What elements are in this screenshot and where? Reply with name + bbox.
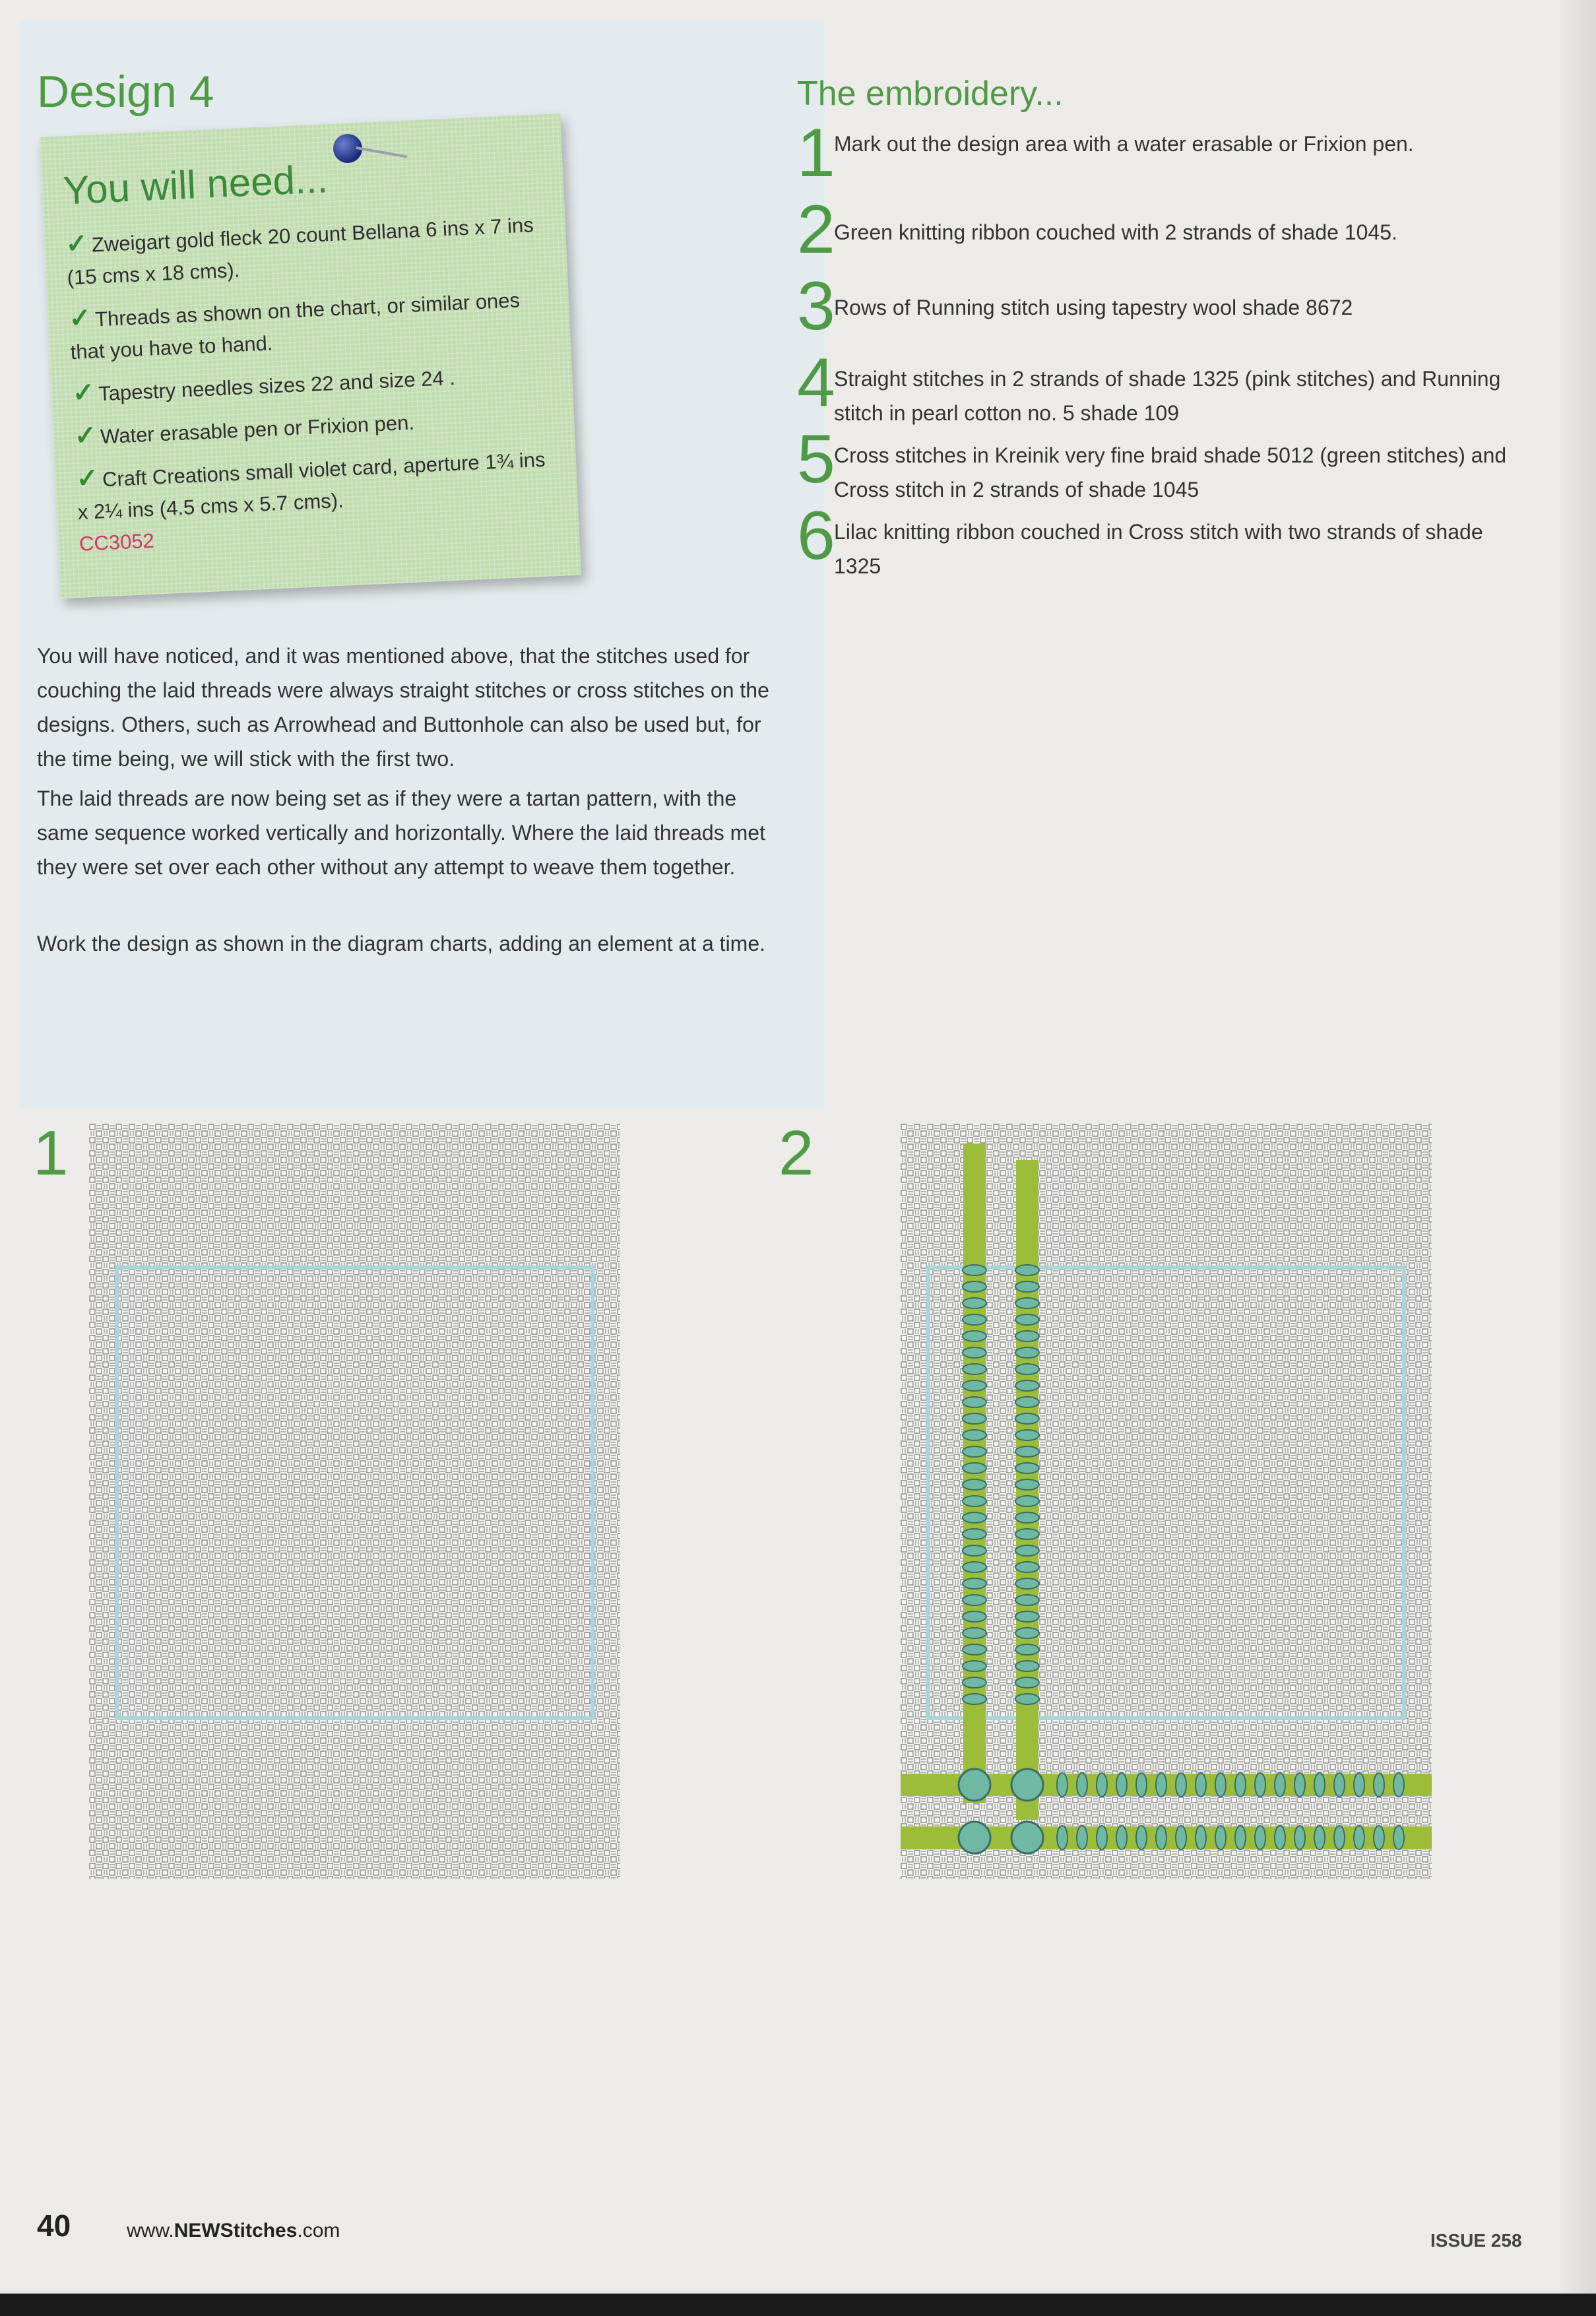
materials-item: ✓ Water erasable pen or Frixion pen. [73, 410, 415, 451]
step-number: 1 [797, 115, 835, 191]
materials-item: ✓ Craft Creations small violet card, aperture 1¾ ins x 2¼ ins (4.5 cms x 5.7 cms). CC3052 [75, 447, 546, 556]
couching-stitch [1015, 1347, 1039, 1358]
couching-stitch [963, 1281, 986, 1292]
couching-stitch [1354, 1773, 1364, 1797]
couching-stitch [963, 1661, 986, 1671]
checkmark-icon: ✓ [68, 303, 92, 334]
materials-item: ✓ Zweigart gold fleck 20 count Bellana 6 ins x 7 ins (15 cms x 18 cms). [65, 213, 534, 290]
scan-edge [0, 2294, 1596, 2316]
embroidery-step [797, 268, 1523, 354]
couching-stitch [1136, 1826, 1147, 1850]
couching-stitch [1015, 1644, 1039, 1655]
couching-stitch [1294, 1773, 1305, 1797]
step-text: Mark out the design area with a water erasable or Frixion pen. [834, 132, 1414, 156]
couching-stitch [963, 1496, 986, 1506]
couching-stitch [1393, 1773, 1404, 1797]
page-fold-shadow [1557, 0, 1596, 2316]
embroidery-step [797, 498, 1523, 583]
crossing-stitch [959, 1822, 990, 1853]
couching-stitch [1275, 1826, 1285, 1850]
crossing-stitch [1011, 1822, 1043, 1853]
couching-stitch [1015, 1661, 1039, 1671]
couching-stitch [1294, 1826, 1305, 1850]
couching-stitch [963, 1694, 986, 1704]
couching-stitch [1057, 1773, 1068, 1797]
materials-list [65, 207, 561, 569]
embroidery-step [797, 344, 1523, 430]
checkmark-icon: ✓ [73, 420, 98, 451]
couching-stitch [963, 1413, 986, 1424]
materials-item: ✓ Threads as shown on the chart, or similar ones that you have to hand. [68, 288, 521, 364]
couching-stitch [1156, 1826, 1166, 1850]
couching-stitch [1255, 1773, 1265, 1797]
checkmark-icon: ✓ [75, 463, 100, 494]
couching-stitch [1235, 1773, 1246, 1797]
couching-stitch [1057, 1826, 1068, 1850]
you-will-need-note [40, 113, 581, 598]
couching-stitch [1235, 1826, 1246, 1850]
couching-stitch [1097, 1826, 1107, 1850]
step-text: Green knitting ribbon couched with 2 strands of shade 1045. [834, 220, 1397, 244]
step-number: 6 [797, 498, 835, 574]
couching-stitch [963, 1562, 986, 1572]
couching-stitch [963, 1611, 986, 1622]
couching-stitch [963, 1628, 986, 1638]
couching-stitch [1015, 1479, 1039, 1490]
step-number: 5 [797, 421, 835, 498]
embroidery-step [797, 115, 1523, 201]
couching-stitch [963, 1446, 986, 1457]
couching-stitch [1116, 1826, 1127, 1850]
crossing-stitch [959, 1769, 990, 1801]
couching-stitch [1077, 1826, 1087, 1850]
step-text: Lilac knitting ribbon couched in Cross stitch with two strands of shade 1325 [834, 520, 1483, 578]
couching-stitch [963, 1545, 986, 1556]
intro-paragraph: You will have noticed, and it was mentioned above, that the stitches used for couching the laid threads were always straight stitches or cross stitches on the designs. Others, such as Arrowhead and Buttonhole can also be used but, for the time being, we will stick with the first two. [37, 644, 769, 771]
couching-stitch [1015, 1595, 1039, 1605]
couching-stitch [963, 1314, 986, 1325]
couching-stitch [963, 1380, 986, 1391]
couching-stitch [1015, 1677, 1039, 1688]
couching-stitch [1255, 1826, 1265, 1850]
card-code: CC3052 [79, 529, 155, 556]
couching-stitch [1077, 1773, 1087, 1797]
couching-stitch [1116, 1773, 1127, 1797]
couching-stitch [1176, 1773, 1186, 1797]
you-will-need-title: You will need... [62, 156, 329, 213]
step-number: 2 [797, 191, 835, 268]
couching-stitch [1275, 1773, 1285, 1797]
couching-stitch [1015, 1545, 1039, 1556]
design-title: Design 4 [37, 67, 214, 117]
couching-stitch [1374, 1773, 1384, 1797]
embroidery-step [797, 191, 1523, 277]
couching-stitch [1334, 1826, 1345, 1850]
step-number: 3 [797, 268, 835, 344]
couching-stitch [963, 1595, 986, 1605]
crossing-stitch [1011, 1769, 1043, 1801]
couching-stitch [963, 1644, 986, 1655]
step-number: 4 [797, 344, 835, 421]
step-text: Cross stitches in Kreinik very fine braid shade 5012 (green stitches) and Cross stitch in 2 strands of shade 1045 [834, 443, 1507, 501]
couching-stitch [963, 1347, 986, 1358]
couching-stitch [1015, 1430, 1039, 1440]
couching-stitch [1015, 1562, 1039, 1572]
couching-stitch [1015, 1496, 1039, 1506]
couching-stitch [963, 1331, 986, 1341]
couching-stitch [1015, 1314, 1039, 1325]
couching-stitch [1354, 1826, 1364, 1850]
couching-stitch [1334, 1773, 1345, 1797]
couching-stitch [1015, 1298, 1039, 1308]
couching-stitch [1015, 1446, 1039, 1457]
couching-stitch [963, 1512, 986, 1523]
couching-stitch [1015, 1529, 1039, 1539]
couching-stitch [1015, 1578, 1039, 1589]
couching-stitch [1015, 1413, 1039, 1424]
page-number: 40 [37, 2208, 71, 2243]
issue-number: ISSUE 258 [1430, 2230, 1522, 2251]
couching-stitch [1015, 1694, 1039, 1704]
couching-stitch [1215, 1773, 1226, 1797]
couching-stitch [1015, 1463, 1039, 1473]
couching-stitch [1136, 1773, 1147, 1797]
couching-stitch [1393, 1826, 1404, 1850]
checkmark-icon: ✓ [71, 377, 96, 408]
diagram-number-1: 1 [33, 1118, 69, 1188]
instruction-paragraph: Work the design as shown in the diagram charts, adding an element at a time. [37, 932, 766, 955]
couching-stitch [1015, 1380, 1039, 1391]
couching-stitch [1015, 1331, 1039, 1341]
couching-stitch [963, 1479, 986, 1490]
couching-stitch [1176, 1826, 1186, 1850]
couching-stitch [1015, 1628, 1039, 1638]
embroidery-title: The embroidery... [797, 75, 1064, 113]
couching-stitch [1314, 1826, 1325, 1850]
couching-stitch [1015, 1611, 1039, 1622]
couching-stitch [963, 1463, 986, 1473]
materials-item: ✓ Tapestry needles sizes 22 and size 24 . [71, 366, 456, 408]
stitch-chart-1 [89, 1124, 620, 1879]
couching-stitch [1196, 1826, 1206, 1850]
couching-stitch [1015, 1281, 1039, 1292]
couching-stitch [1156, 1773, 1166, 1797]
couching-stitch [1015, 1364, 1039, 1374]
couching-stitch [1196, 1773, 1206, 1797]
couching-stitch [963, 1430, 986, 1440]
fabric-grid [89, 1124, 620, 1879]
step-text: Straight stitches in 2 strands of shade 1325 (pink stitches) and Running stitch in pearl cotton no. 5 shade 109 [834, 367, 1501, 425]
couching-stitch [1015, 1397, 1039, 1407]
couching-stitch [963, 1578, 986, 1589]
couching-stitch [1374, 1826, 1384, 1850]
embroidery-steps [797, 115, 1523, 583]
couching-stitch [1097, 1773, 1107, 1797]
couching-stitch [963, 1677, 986, 1688]
couching-stitch [963, 1364, 986, 1374]
embroidery-step [797, 421, 1523, 507]
couching-stitch [1215, 1826, 1226, 1850]
website-link[interactable]: www.NEWStitches.com [127, 2220, 340, 2241]
couching-stitch [1015, 1512, 1039, 1523]
couching-stitch [963, 1298, 986, 1308]
couching-stitch [963, 1397, 986, 1407]
couching-stitch [963, 1529, 986, 1539]
checkmark-icon: ✓ [65, 228, 88, 259]
step-text: Rows of Running stitch using tapestry wool shade 8672 [834, 296, 1353, 319]
stitch-chart-2 [901, 1124, 1432, 1879]
couching-stitch [1314, 1773, 1325, 1797]
couching-stitch [963, 1265, 986, 1275]
tartan-paragraph: The laid threads are now being set as if they were a tartan pattern, with the same sequence worked vertically and horizontally. Where the laid threads met they were set over each other without any attempt to weave them together. [37, 787, 765, 879]
diagram-number-2: 2 [779, 1118, 814, 1188]
couching-stitch [1015, 1265, 1039, 1275]
